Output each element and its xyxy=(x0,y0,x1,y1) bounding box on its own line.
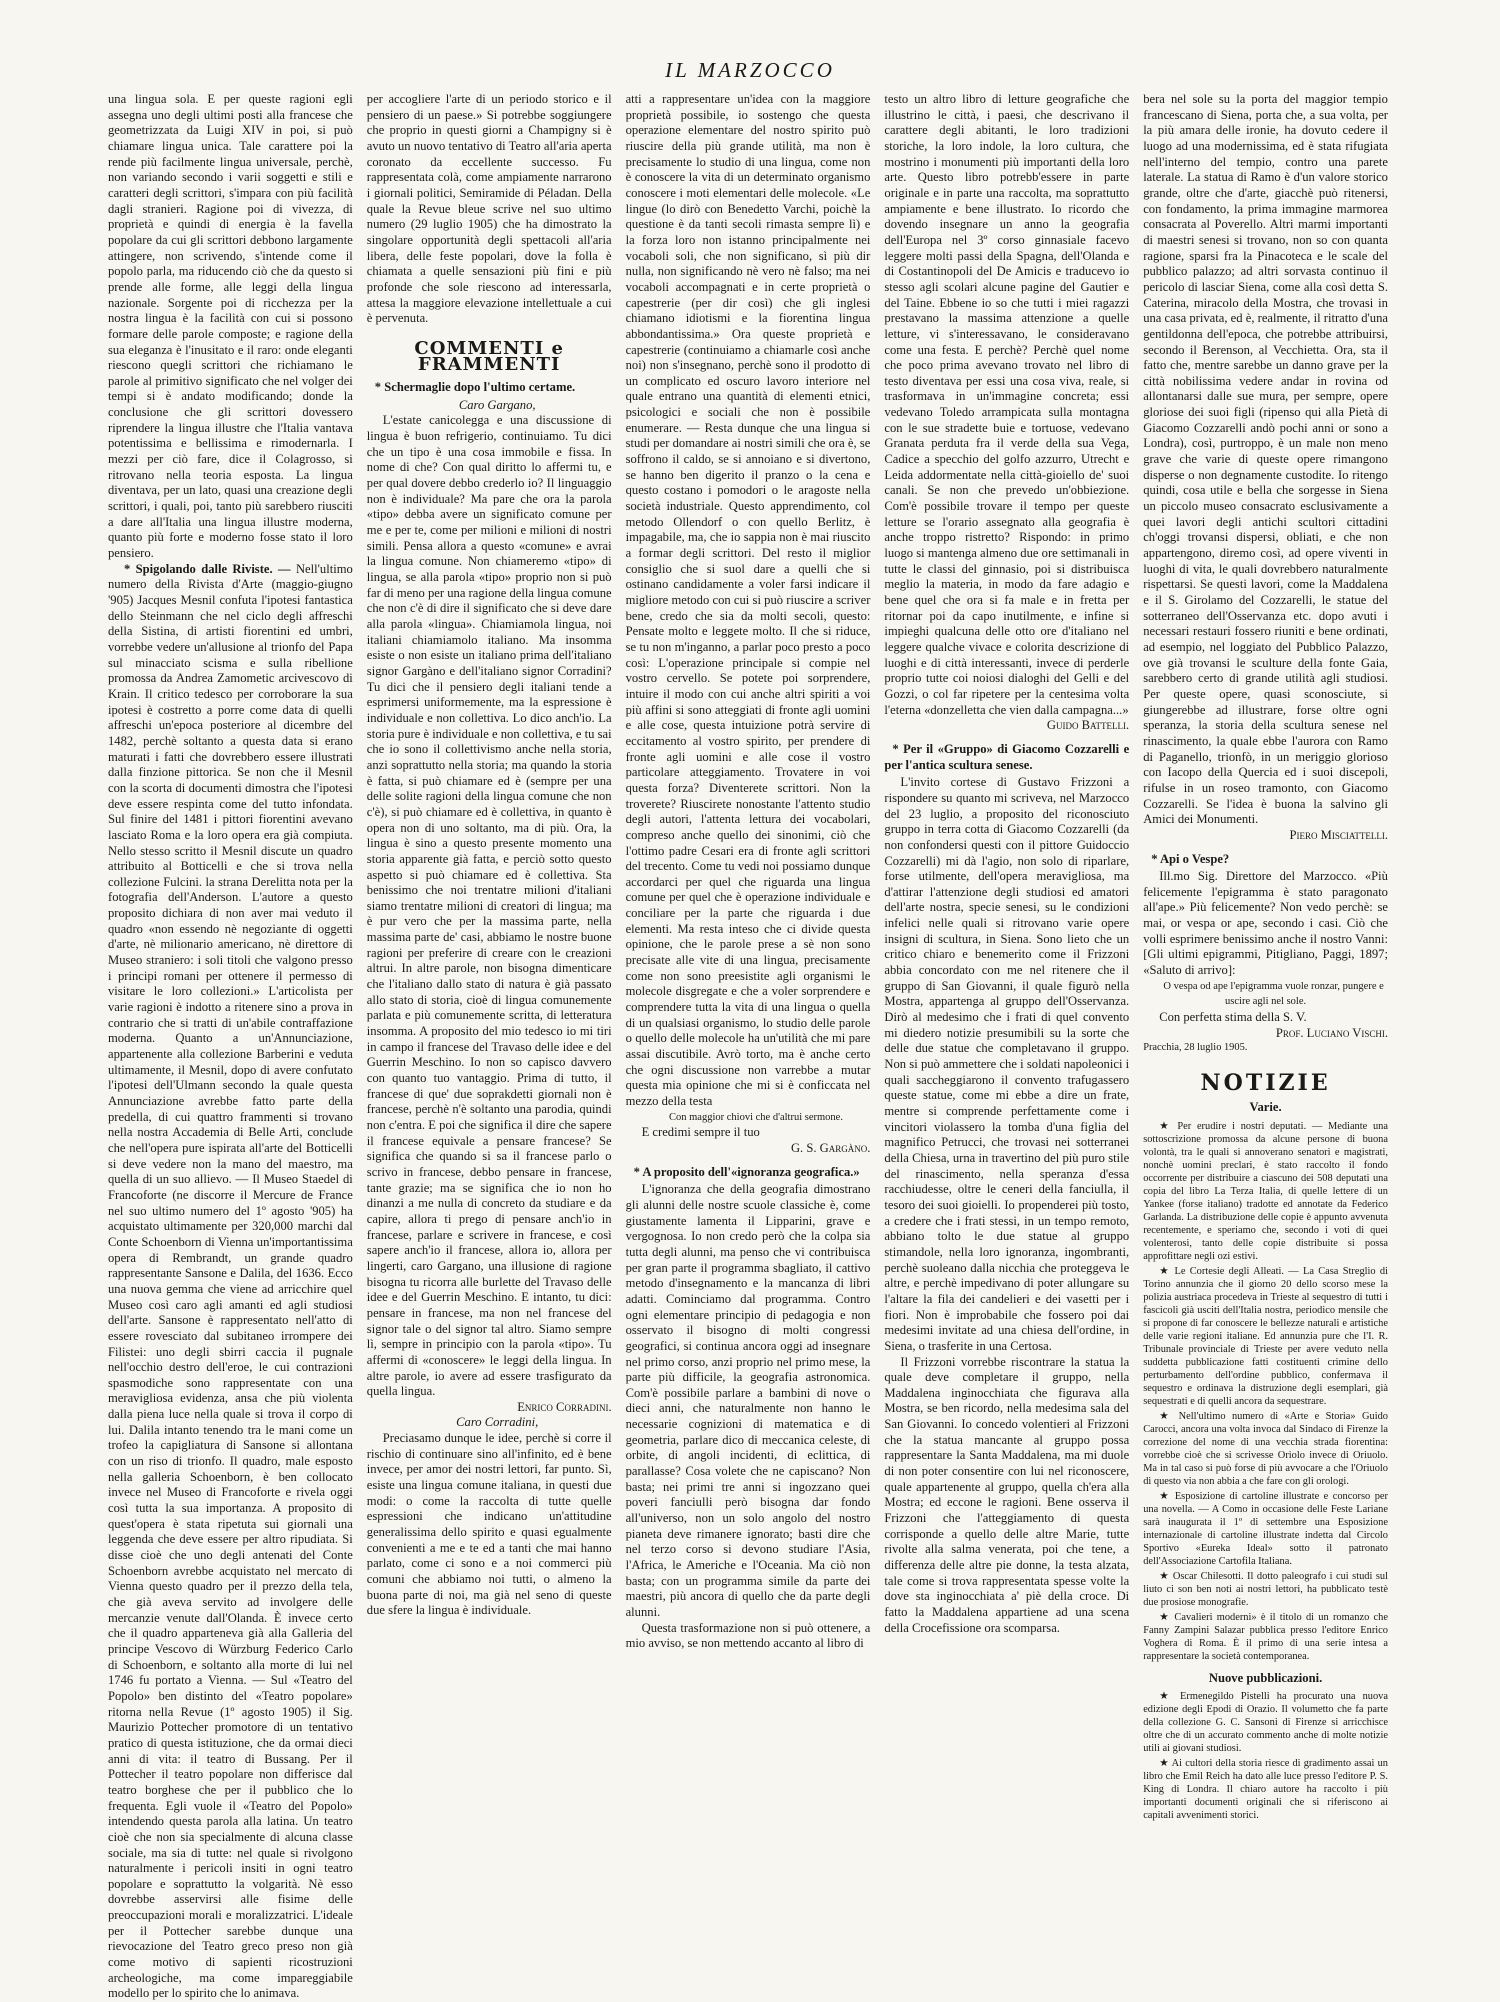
column-5 xyxy=(1143,92,1388,1972)
signature: Piero Misciattelli. xyxy=(1289,827,1388,842)
paragraph: Il Frizzoni vorrebbe riscontrare la statua la quale deve completare il gruppo, nella Maddalena inginocchiata che figurava alla Mostra, se ben ricordo, nella medesima sala del San Giovanni. Io concedo volentieri al Frizzoni che la statua mancante al gruppo possa rappresentare la Santa Maddalena, ma mi duole di non poter consentire con lui nel riconoscere, quale appartenente al gruppo, quella ch'era alla Mostra; ed eccone le ragioni. Bene osserva il Frizzoni che l'atteggiamento di questa corrisponde a quello delle altre Marie, tutte rivolte alla salma venerata, poi che tene, a differenza delle altre pie donne, la testa alzata, tale come si trova rappresentata spesse volte la dove sta inginocchiata a' piè della croce. Di fatto la Maddalena appartiene ad una scena della Crocefissione ora scomparsa. xyxy=(884,1354,1130,1635)
news-item: ★ Le Cortesie degli Alleati. — La Casa Streglio di Torino annunzia che il giorno 20 dello scorso mese la polizia austriaca procedeva in Trieste al sequestro di tutti i fascicoli già usciti dell'Italia nostra, periodico mensile che si propone di far conoscere le bellezze naturali e artistiche delle varie regioni italiane. Ed annunzia pure che l'I. R. Tribunale provinciale di Trieste per avere veduto nella suddetta pubblicazione fatti costituenti crimine dello perturbamento dell'ordine pubblico, confermava il sequestro e ordinava la distruzione degli esemplari, già sequestrati e di quelli ancora da sequestrare. xyxy=(1143,1265,1388,1407)
paragraph: E credimi sempre il tuo xyxy=(641,1125,760,1140)
paragraph: testo un altro libro di letture geografiche che illustrino le città, i paesi, che descrivano il carattere degli abitanti, le loro tradizioni storiche, la loro indole, la loro cultura, che mostrino i monumenti più importanti della loro arte. Questo libro potrebb'essere in parte originale e in parte una raccolta, ma soprattutto ampiamente e bene illustrato. Io ricordo che dovendo insegnare un anno la geografia dell'Europa nel 3º corso ginnasiale facevo leggere molti passi della Spagna, dell'Olanda e di Costantinopoli del De Amicis e traducevo io stesso agli scolari alcune pagine del Gautier e del Taine. Ebbene io so che tutti i miei ragazzi prestavano la massima attenzione a quelle letture, vi s'interessavano, le consideravano come una festa. E perchè? Perchè quel nome che poco prima avevano trovato nel libro di testo diventava per essi una cosa viva, reale, si trasformava in un'immagine concreta; essi vedevano Toledo arrampicata sulla montagna con le sue stradette buie e tortuose, vedevano Granata perduta fra il verde della sua Vega, Cadice a specchio del golfo azzurro, Utrecht e Leida addormentate nella città-gioiello de' suoi canali. Se non che prevedo un'obbiezione. Com'è possibile trovare il tempo per queste letture se l'orario assegnato alla geografia è anche troppo ristretto? Rispondo: in primo luogo si mantenga almeno due ore settimanali in tutte le classi del ginnasio, poi si distribuisca meglio la materia, in modo da fare adagio e bene quel che ora si fa male e in fretta per ritornar poi da capo inutilmente, e infine si impieghi qualcuna delle otto ore d'italiano nel leggere qualche vivace e colorita descrizione di luoghi e di città interessanti, invece di perderle proprio tutte coi noiosi dialoghi del Gelli e del Gozzi, o col far ripetere per la centesima volta l'eterna «donzelletta che vien dalla campagna...» xyxy=(884,92,1130,717)
section-title-notizie: NOTIZIE xyxy=(1200,1070,1331,1097)
paragraph: una lingua sola. E per queste ragioni egli assegna uno degli ultimi posti alla francese che geometrizzata da Luigi XIV in poi, si può chiamare lingua unica. Tale carattere poi la rende più facilmente lingua universale, perchè, non variando secondo i varii soggetti e stili e caratteri degli scrittori, s'impara con più facilità dagli stranieri. Ragione poi di vivezza, di proprietà e quindi di energia è la favella popolare da cui gli scrittori debbono largamente attingere, non scrivendo, s'intende come il popolo parla, ma riducendo ciò che da questo si prende alle forme, alle leggi della lingua nazionale. Sorgente poi di ricchezza per la nostra lingua è la facilità con cui si possono formare delle parole composte; e ragione della sua eleganza è l'inusitato e il raro: onde eleganti riescono quegli scrittori che richiamano le parole al primitivo significato che nel volger dei tempi si è andato modificando; donde la conclusione che gli scrittori dovessero riprendere la lingua illustre che l'Italia vantava potentissima e bellissima e rimodernarla. I mezzi per ciò fare, dice il Colagrosso, si ritrovano nella teoria esposta. La lingua diventava, per un lato, quasi una creazione degli scrittori, i quali, poi, tanto più sarebbero riusciti a dare all'Italia una lingua illustre moderna, quanto più forte e moderno fosse stato il loro pensiero. xyxy=(108,92,353,561)
paragraph: Ill.mo Sig. Direttore del Marzocco. «Più felicemente l'epigramma è stato paragonato all'ape.» Più felicemente? Non vedo perchè: se mai, or vespa or ape, secondo i casi. Ciò che volli esprimere benissimo anche il nostro Vanni: [Gli ultimi epigrammi, Pitigliano, Paggi, 1897; «Saluto di arrivo]: xyxy=(1143,869,1388,978)
item-heading: * A proposito dell'«ignoranza geografica.» xyxy=(633,1164,860,1179)
column-4 xyxy=(884,92,1129,1972)
article-columns xyxy=(108,92,1388,2001)
verse: O vespa od ape l'epigramma vuole ronzar, pungere e uscire agli nel sole. xyxy=(1163,980,1384,1008)
item-heading: * Per il «Gruppo» di Giacomo Cozzarelli e per l'antica scultura senese. xyxy=(884,741,1130,772)
dateline: Pracchia, 28 luglio 1905. xyxy=(1143,1042,1248,1054)
news-items xyxy=(1143,1120,1388,1663)
subsection-title: Varie. xyxy=(1249,1100,1282,1115)
item-heading: * Schermaglie dopo l'ultimo certame. xyxy=(374,380,576,395)
signature: Guido Battelli. xyxy=(1046,718,1130,733)
salutation: Caro Corradini, xyxy=(456,1415,539,1430)
paragraph: L'estate canicolegga e una discussione di lingua è buon refrigerio, continuiamo. Tu dici che un tipo è una cosa immobile e fissa. In nome di che? Con qual diritto lo affermi tu, e per qual dovere debbo crederlo io? Il linguaggio non è individuale? Ma pare che ora la parola «tipo» debba avere un significato comune per me e per te, come per milioni e milioni di nostri simili. Pensa allora a questo «comune» e avrai la lingua comune. Non chiameremo «tipo» di lingua, se alla parola «tipo» proprio non si può far di meno per una ragione della lingua comune che non c'è di dire il significato che si deve dare alla parola «lingua». Chiamiamola lingua, noi italiani chiamiamolo italiano. Ma insomma esiste o non esiste un italiano prima dell'italiano signor Gargàno e dell'italiano signor Corradini? Tu dici che il pensiero degli italiani tende a esprimersi uniformemente, ma la espressione è individuale e non collettiva. Lo dico anch'io. La storia pure è individuale e non collettiva, e tu sai che io sono il collettivismo anche nella storia, anzi soprattutto nella storia; ma quando la storia è fatta, si può chiamare ed è (sempre per una delle solite ragioni della lingua comune che non c'è), si può chiamare ed è collettiva, in quanto è opera non di uno soltanto, ma di più. Ora, la lingua è sino a questo presente momento una storia apparente già fatta, e perciò sotto questo aspetto si può chiamare ed è collettiva. Sta benissimo che noi trentatre milioni d'italiani siamo trentatre milioni di creatori di lingua; ma è pur vero che per la massima parte, nella massima parte de' casi, abbiamo le nostre buone ragioni per preferire di creare con le creazioni altrui. In altre parole, non bisogna dimenticare che l'italiano dallo stato di natura è già passato allo stato di storia, cioè di lingua comunemente parlata e più comunemente scritta, di letteratura insomma. A proposito del mio tedesco io mi tiri in campo il francese del Travaso delle idee e del Guerrin Meschino. Io non so capisco davvero con quanto tuo vantaggio. Prima di tutto, il francese di que' due soprakdetti giornali non è francese, perchè n'è soltanto una parodia, quindi non c'entra. E poi che significa il dire che sapere il francese equivale a pensare francese? Se significa che quando si sa il francese parlo o scrivo in francese, debbo pensare in francese, tante grazie; ma se significa che io non ho dinanzi a me nulla di concreto da studiare e da capire, allora ti prego di pensare anch'io in francese, parlare e scrivere in francese, e così sapere anch'io il francese, allora io, allora per lingerti, caro Gargano, una illusione di ragione bisogna tu ricorra alle burlette del Travaso delle idee e del Guerrin Meschino. E intanto, tu dici: pensare in francese, ma non nel francese del signor tale o del signor tal altro. Siamo sempre lì, sempre in principio con la parola «tipo». Tu affermi di «conoscere» le leggi della lingua. In altre parole, io avere ad essere trasfigurato da quella lingua. xyxy=(366,413,612,1399)
paragraph: L'invito cortese di Gustavo Frizzoni a rispondere su quanto mi scriveva, nel Marzocco del 23 luglio, a proposito del riconosciuto gruppo in terra cotta di Giacomo Cozzarelli (da non confondersi questi con il pittore Guidoccio Cozzarelli) mi dà l'agio, non solo di riparlare, forse utilmente, dell'opera meravigliosa, ma d'attirar l'attenzione degli studiosi ed amatori dell'arte nostra, specie senesi, su le condizioni infelici nelle quali si ritrovano varie opere insigni di scultura, in Siena. Sono lieto che un critico chiaro e benemerito come il Frizzoni abbia concordato con me nel ritenere che il gruppo di San Giovanni, il quale figurò nella Mostra, appartenga al gruppo dell'Osservanza. Dirò al medesimo che i frati di quel convento mi diedero notizie presumibili su la sorte che delle due statue che completavano il gruppo. Non si può ammettere che i soldati napoleonici i quali saccheggiarono il convento trafugassero queste statue, come mi ebbe a dire un frate, mentre si comprende perfettamente come i vincitori violassero la tomba d'una figlia del magnifico Petrucci, che trovasi nei sotterranei della Chiesa, urna in travertino del più puro stile del rinascimento, nella speranza d'essa racchiudesse, oltre le ceneri della fanciulla, il tesoro dei suoi gioielli. Io propenderei più tosto, a credere che i frati stessi, in un tempo remoto, abbiano tolto le due statue al gruppo stimandole, nella loro ignoranza, ingombranti, perchè suoleano dalla nicchia che proteggeva le altre, e perchè impedivano di poter allungare su l'altare la fila dei candelieri e dei vasetti per i fiori. Non è improbabile che fossero poi dai medesimi invitate ad una chiesa dell'ordine, in Siena, o trasferite in una Certosa. xyxy=(884,775,1130,1353)
news-item: ★ Ai cultori della storia riesce di gradimento assai un libro che Emil Reich ha dato alle luce presso l'editore P. S. King di Londra. Il chiaro autore ha raccolto i più importanti documenti originali che si riferiscono ai capitali avvenimenti storici. xyxy=(1143,1758,1388,1822)
masthead: IL MARZOCCO xyxy=(665,58,835,82)
salutation: Caro Gargano, xyxy=(458,397,536,412)
paragraph: Con perfetta stima della S. V. xyxy=(1159,1010,1307,1025)
news-item: ★ Oscar Chilesotti. Il dotto paleografo i cui studi sul liuto ci son ben noti ai nostri lettori, ha pubblicato testè due prosiose monografie. xyxy=(1143,1570,1388,1608)
subsection-title: Nuove pubblicazioni. xyxy=(1208,1670,1323,1685)
news-item: ★ Nell'ultimo numero di «Arte e Storia» Guido Carocci, ancora una volta invoca dal Sindaco di Firenze la correzione del nome di una vecchia strada fiorentina: vorrebbe cioè che si scrivesse Oriolo invece di Oriuolo. Ma in tal caso si può forse di più avvocare a che l'Oriuolo di questo via non abbia a che fare con gli orologi. xyxy=(1143,1410,1388,1487)
section-title-commenti: COMMENTI e FRAMMENTI xyxy=(414,337,564,375)
column-2 xyxy=(367,92,612,1972)
paragraph: Preciasamo dunque le idee, perchè si corre il rischio di continuare sino all'infinito, ed è bene invece, per amor dei nostri lettori, far punto. Sì, esiste una lingua comune italiana, in questi due modi: o come la raccolta di tutte quelle espressioni che indicano un'attitudine generalissima dello spirito e quasi egualmente convenienti a me e te ed a tanti che mai hanno parlato, come ci sono e a noi commerci più comuni che abbiamo noi tutti, o almeno la buona parte di noi, ma già nel seno di queste due sfere la lingua è individuale. xyxy=(366,1431,612,1618)
column-1 xyxy=(108,92,353,2001)
paragraph: per accogliere l'arte di un periodo storico e il pensiero di un paese.» Si potrebbe soggiungere che proprio in questi giorni a Champigny si è avuto un nuovo tentativo di Teatro all'aria aperta coronato da eccellente successo. Fu rappresentata colà, come ampiamente narrarono i giornali politici, Semiramide di Péladan. Della quale la Revue bleue scrive nel suo ultimo numero (29 luglio 1905) che ha dimostrato la singolare opportunità degli spettacoli all'aria libera, delle feste popolari, dove la folla è chiamata a quelle sensazioni più fini e più profonde che sole riescono ad interessarla, attesa la maggiore elevazione intellettuale a cui è pervenuta. xyxy=(366,92,612,326)
item-heading: * Api o Vespe? xyxy=(1151,851,1230,866)
paragraph: atti a rappresentare un'idea con la maggiore proprietà possibile, io sostengo che questa operazione elementare del nostro spirito può riuscire della più grande utilità, ma non è precisamente lo studio di una lingua, come non è conoscere la vita di un determinato organismo conoscere i moti elementari delle molecole. «Le lingue (lo dirò con Benedetto Varchi, poichè la questione è da tanti secoli rimasta sempre lì) e la forza loro non istanno principalmente nei vocaboli soli, che non significano, sì più dir nulla, non significando nè vero nè falso; ma nei vocaboli accompagnati e in certe proprietà o capestrerie (per dir così) che gli inglesi chiamano idiotismi e la fiorentina lingua abbondantissima.» Ora queste proprietà e capestrerie (continuiamo a chiamarle così anche noi) non s'insegnano, perchè sono il prodotto di un complicato ed oscuro lavoro interiore nel quale entrano una quantità di elementi etnici, psicologici e sociali che non è possibile enumerare. — Resta dunque che una lingua si studi per domandare ai nostri simili che ora è, se soffrono il caldo, se si annoiano e si divertono, se hanno ben digerito il pranzo o la cena e questo costano i pomodori o le aragoste nella società industriale. Questo apprendimento, col metodo Ollendorf o con quello Berlitz, è impagabile, ma, che io sappia non è mai riuscito a formar degli scrittori. Del resto il miglior consiglio che si suol dare a quelli che si ostinano candidamente a voler farsi indicare il migliore metodo con cui si può riuscire a scriver bene, credo che sia da molti secoli, questo: Pensate molto e leggete molto. Il che si riduce, se tu non m'inganno, a parlar poco presto a poco così: L'operazione principale si compie nel vostro cervello. Se potete poi sorprendere, intuire il modo con cui anche altri spiriti a voi più affini si sono atteggiati di fronte agli uomini e alle cose, questa intuizione potrà servire di eccitamento al vostro spirito, per prendere di fronte agli uomini e alle cose il vostro particolare atteggiamento. Trovatere in voi questa forza? Diventerete scrittori. Non la troverete? Riuscirete nonostante l'attento studio degli autori, l'attenta lettura dei vocabolari, compreso anche quello dei sinonimi, ciò che l'ottimo padre Cesari era di fronte agli scrittori del trecento. Come tu vedi noi possiamo dunque accordarci per quel che riguarda una lingua comune per quel che è operazione individuale e conciliare per la parte che riguarda i due elementi. Ma resta inteso che ci divide questa opinione, che le parole prese a sè non sono precisate alle vite di una lingua, precisamente come non sono preesistite agli organismi le molecole disgregate e che a voler sorprendere e comprendere tutta la vita di una lingua o quella di un qualsiasi organismo, lo studio delle parole o quello delle molecole ha un'utilità che mi pare assai discutibile. Avrò torto, ma è anche certo che ogni discussione non varrebbe a mutar questa mia opinione che mi si è conficcata nel mezzo della testa xyxy=(625,92,871,1108)
signature: Prof. Luciano Vischi. xyxy=(1275,1025,1388,1040)
publications xyxy=(1143,1690,1388,1822)
paragraph: L'ignoranza che della geografia dimostrano gli alunni delle nostre scuole classiche è, come giustamente lamenta il Lipparini, grave e vergognosa. Io non credo però che la colpa sia tutta degli alunni, ma penso che vi contribuisca per gran parte il programma sbagliato, il cattivo metodo d'insegnamento e la mancanza di libri adatti. Cominciamo dal programma. Contro ogni elementare principio di pedagogia e non osservato il bisogno di molti congressi geografici, si continua ancora oggi ad insegnare nel primo corso, anzi proprio nel primo mese, la parte più difficile, la geografia astronomica. Com'è possibile parlare a bambini di nove o dieci anni, che naturalmente non hanno le necessarie cognizioni di matematica e di geometria, parlare dico di meccanica celeste, di orbite, di angoli incidenti, di eclittica, di parallasse? Cosa volete che ne capiscano? Non basta; nei primi tre anni si ingozzano quei poveri fanciulli però bisogna dar fondo all'universo, non un solo angolo del nostro pianeta deve rimanere ignorato; basti dire che nel terzo corso si devono studiare l'Asia, l'Africa, le Americhe e l'Oceania. Ma ciò non basta; con un programma simile da parte dei maestri, più ancora di quello che da parte degli alunni. xyxy=(625,1182,871,1619)
paragraph: Questa trasformazione non si può ottenere, a mio avviso, se non mettendo accanto al libro di xyxy=(625,1620,871,1651)
news-item: ★ Cavalieri moderni» è il titolo di un romanzo che Fanny Zampini Salazar pubblica presso l'editore Enrico Voghera di Roma. È il primo di una serie intesa a rappresentare la società contemporanea. xyxy=(1143,1611,1388,1662)
quote-line: Con maggior chiovi che d'altrui sermone. xyxy=(669,1111,843,1123)
signature: G. S. Gargàno. xyxy=(790,1140,871,1155)
item-heading: * Spigolando dalle Riviste. — xyxy=(124,561,291,576)
item-text: Nell'ultimo numero della Rivista d'Arte (maggio-giugno '905) Jacques Mesnil confuta l'ipotesi fantastica dello Steinmann che nel ciclo degli affreschi della Sistina, di artisti fiorentini ed umbri, vorrebbe vedere un'allusione al trionfo del Papa sul minacciato scisma e sulla ribellione promossa da Andrea Zamometic arcivescovo di Krain. Il critico tedesco per corroborare la sua ipotesi è costretto a porre come data di quelli affreschi un'epoca posteriore al dicembre del 1482, perchè soltanto a questa data si erano maturati i fatti che dovrebbero essere illustrati dalla finzione pittorica. Se non che il Mesnil con la scorta di documenti dimostra che l'ipotesi deve essere respinta come del tutto infondata. Sul finire del 1481 i pittori fiorentini avevano lasciato Roma e la loro opera era già compiuta. Nello stesso scritto il Mesnil discute un quadro attribuito al Botticelli e che si trova nella collezione Fulcini. la strana Derelitta nota per la fotografia dell'Anderson. L'autore a questo proposito dichiara di non aver mai veduto il quadro «non essendo nè negoziante di oggetti d'arte, nè milionario americano, nè direttore di Museo straniero: i soli titoli che valgono presso i principi romani per ottenere il permesso di visitare le loro collezioni.» L'articolista per varie ragioni è indotto a ritenere sino a prova in contrario che si tratti di un'abile contraffazione moderna. Quanto a un'Annunciazione, appartenente alla collezione Barberini e veduta ultimamente, il Mesnil, dopo di avere confutato l'ipotesi dell'Ulmann secondo la quale questa Annunciazione avrebbe fatto parte della predella, di cui quattro frammenti si trovano nella nostra Accademia di Belle Arti, conclude che nell'opera pure ispirata all'arte del Botticelli si deve vedere non la mano del maestro, ma quella di un suo allievo. — Il Museo Staedel di Francoforte (ne discorre il Mercure de France nel suo ultimo numero del 1º agosto '905) ha acquistato ultimamente per 320,000 marchi dal Conte Schoenborn di Vienna un'importantissima opera di Rembrandt, un grande quadro rappresentante Sansone e Dalila, del 1636. Ecco una nuova gemma che viene ad arricchire quel Museo così caro agli amanti ed agli studiosi dell'arte. Sansone è rappresentato nell'atto di essere rovesciato dal subitaneo irrompere dei Filistei: uno degli sbirri caccia il pugnale nell'occhio destro dell'eroe, le cui contrazioni spasmodiche sono rappresentate con una meravigliosa evidenza, ansa che più violenta dalla piena luce nella quale si trova il corpo di lui. Dalila intanto tenendo tra le mani come un trofeo la capigliatura di Sansone si allontana con un riso di trionfo. Il quadro, male esposto nella galleria Schoenborn, è ben collocato invece nel Museo di Francoforte e rivela oggi così tutta la sua importanza. A proposito di quest'opera è stata ripetuta sui giornali una leggenda che deve essere per altro ripudiata. Si disse cioè che uno degli antenati del Conte Schoenborn avrebbe acquistato nel mercato di Vienna questo quadro per il prezzo della tela, che già aveva servito ad involgere delle mercanzie venute dall'Olanda. È invece certo che il quadro apparteneva già alla Galleria del principe Vescovo di Würzburg Federico Carlo di Schoenborn, e soltanto alla morte di lui nel 1746 fu portato a Vienna. — Sul «Teatro del Popolo» ben distinto del «Teatro popolare» ritorna nella Revue (1º agosto 1905) il Sig. Maurizio Pottecher promotore di un tentativo pratico di questa istituzione, che da ormai dieci anni di vita: il teatro di Bussang. Per il Pottecher il teatro popolare non differisce dal teatro borghese che per il pubblico che lo frequenta. Egli vuole il «Teatro del Popolo» intendendo questa parola alla latina. Un teatro cioè che non sia specialmente di alcuna classe sociale, ma sia di tutte: nel quale si rivolgono naturalmente i pericoli insiti in ogni teatro popolare e soprattutto la volgarità. Nè esso dovrebbe asservirsi alle fisime delle preoccupazioni morali e moralizzatrici. L'ideale per il Pottecher sarebbe dunque una rievocazione del Teatro greco preso non già come motivo di sapienti ricostruzioni archeologiche, ma come impareggiabile modello per lo spirito che lo animava. xyxy=(108,561,353,2001)
column-3 xyxy=(626,92,871,1972)
news-item: ★ Per erudire i nostri deputati. — Mediante una sottoscrizione promossa da alcune persone di buona volontà, tra le quali si annoverano senatori e magistrati, nonchè uomini preclari, è stato raccolto il fondo occorrente per distribuire a ciascuno dei 508 deputati una copia del libro La Terza Italia, di quelle lettere di un Yankee (forse italiano) tradotte ed annotate da Federico Garlanda. La distribuzione delle copie è appunto avvenuta recentemente, e speriamo che, secondo i voti di quei volenterosi, tanto delle copie distribuite si possa approfittare negli ozi estivi. xyxy=(1143,1120,1388,1262)
news-item: ★ Ermenegildo Pistelli ha procurato una nuova edizione degli Epodi di Orazio. Il volumetto che fa parte della collezione G. C. Sansoni di Firenze si arricchisce oltre che di un accurato commento anche di molte notizie utili ai giovani studiosi. xyxy=(1143,1691,1388,1755)
paragraph: bera nel sole su la porta del maggior tempio francescano di Siena, porta che, a sua volta, per la più amara delle ironie, ha dovuto cedere il luogo ad una modernissima, ed è stata rifugiata nell'interno del tempio, contro una parete laterale. La statua di Ramo è d'un valore storico grande, oltre che d'arte, giacchè può ritenersi, con fondamento, la prima immagine marmorea consacrata al Poverello. Altri marmi importanti di maestri senesi si trovano, non so con quanta ragione, sparsi fra la Pinacoteca e le scale del pubblico palazzo; ad altri sorvasta continuo il pericolo di lasciar Siena, come alla così detta S. Caterina, miracolo della Mostra, che trovasi in una casa privata, ed è, realmente, il ritratto d'una gentildonna dell'epoca, che potrebbe attribuirsi, secondo il Berenson, al Vecchietta. Ora, sta il fatto che, mentre sarebbe un danno grave per la città nobilissima vedere andar in rovina od allontanarsi dalle sue mura, per sempre, opere gloriose dei suoi figli (ripenso qui alla Pietà di Giacomo Cozzarelli andò pochi anni or sono a Londra), così, purtroppo, è un male non meno grave che varie di queste opere rimangono disperse o non degnamente custodite. Io ritengo quindi, cosa utile e bella che sorgesse in Siena un piccolo museo consacrato esclusivamente a quei lavori degli antichi scultori cittadini ch'oggi trovansi dispersi, obliati, e che non appartengono, diremo così, ad opere viventi in luoghi di vita, le quali dovrebbero naturalmente rispettarsi. Se questi lavori, come la Maddalena e il S. Girolamo del Cozzarelli, le statue del sotterraneo dell'Osservanza etc. dopo avuti i necessari restauri fossero riuniti e bene ordinati, ad esempio, nel loggiato del Pubblico Palazzo, ove già trovansi le sculture della fonte Gaia, sarebbero certo di grande utilità agli studiosi. Per queste opere, quasi sconosciute, si giungerebbe ad illustrare, forse oltre ogni speranza, la storia della scultura senese nel rinascimento, la quale ebbe l'aurora con Ramo di Paganello, trionfò, in un meriggio glorioso con Iacopo della Quercia ed i suoi discepoli, rifulse in un roseo tramonto, con Giacomo Cozzarelli. Se l'idea è buona la salvino gli Amici dei Monumenti. xyxy=(1143,92,1388,827)
signature: Enrico Corradini. xyxy=(517,1399,612,1414)
news-item: ★ Esposizione di cartoline illustrate e concorso per una novella. — A Como in occasione delle Feste Lariane sarà inaugurata il 1º di settembre una Esposizione internazionale di cartoline illustrate indetta dal Circolo Sportivo «Eureka Ideal» sotto il patronato dell'Associazione Cartofila Italiana. xyxy=(1143,1490,1388,1567)
paragraph xyxy=(108,562,353,2002)
